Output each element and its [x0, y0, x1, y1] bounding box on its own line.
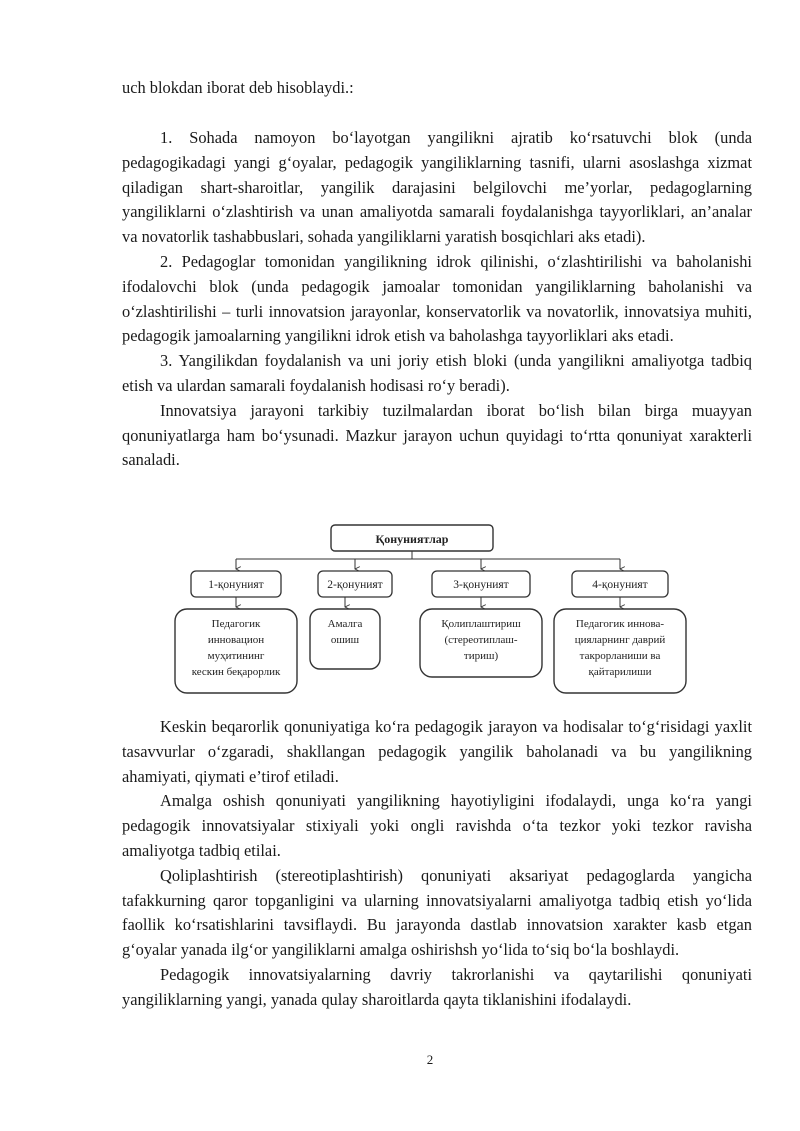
desc-4-line-4: қайтарилиши: [588, 666, 652, 678]
desc-3-line-3: тириш): [463, 650, 499, 662]
paragraph-block-3: 3. Yangilikdan foydalanish va uni joriy etish bloki (unda yangilikni amaliyotga tadbiq etish va ulardan samarali foydalanish hodisasi roʻy beradi).: [122, 351, 752, 395]
desc-4-line-3: такрорланиши ва: [579, 650, 661, 662]
paragraph-laws-intro: Innovatsiya jarayoni tarkibiy tuzilmalardan iborat boʻlish bilan birga muayyan qonuniyatlarga ham boʻysunadi. Mazkur jarayon uchun quyidagi toʻrtta qonuniyat xarakterli sanaladi.: [122, 400, 752, 470]
law-label-4: 4-қонуният: [592, 579, 648, 591]
law-label-1: 1-қонуният: [208, 579, 264, 591]
desc-3-line-1: Қолиплаштириш: [441, 618, 521, 630]
paragraph-law-instability: Keskin beqarorlik qonuniyatiga koʻra pedagogik jarayon va hodisalar toʻgʻrisidagi yaxlit tasavvurlar oʻzgaradi, shakllangan pedagogik yangilik baholanadi va bu yangilikning ahamiyati, qiymati e’tirof etiladi.: [122, 717, 752, 786]
desc-4-line-1: Педагогик иннова-: [575, 618, 665, 630]
paragraph-block-2: 2. Pedagoglar tomonidan yangilikning idrok qilinishi, oʻzlashtirilishi va baholanishi ifodalovchi blok (unda pedagogik jamoalar tomonidan yangiliklarning baholanishi va oʻzlashtirilishi – turli innovatsion jarayonlar, konservatorlik va novatorlik, innovatsiya muhiti, pedagogik jamoalarning yangilikni idrok etish va baholashga tayyorliklari aks etadi.: [122, 251, 752, 346]
desc-3-line-2: (стереотиплаш-: [444, 634, 518, 646]
paragraph-law-realization: Amalga oshish qonuniyati yangilikning hayotiyligini ifodalaydi, unga koʻra yangi pedagogik innovatsiyalar stixiyali yoki ongli ravishda oʻta tezkor yoki tezkor ravisha amaliyotga tadbiq etilai.: [122, 791, 752, 860]
desc-1-line-4: кескин беқарорлик: [191, 666, 281, 678]
page-number: 2: [426, 1052, 434, 1067]
paragraph-block-1: 1. Sohada namoyon boʻlayotgan yangilikni ajratib koʻrsatuvchi blok (unda pedagogikadagi yangi gʻoyalar, pedagogik yangiliklarning tasnifi, ularni asoslashga xizmat qiladigan shart-sharoitlar, yangilik darajasini belgilovchi me’yorlar, pedagoglarning yangiliklarni oʻzlashtirish va unan amaliyotda samarali foydalanishga tayyorliklari, an’analar va novatorlik tashabbuslari, sohada yangiliklarni yaratish bosqichlari aks etadi).: [122, 128, 752, 247]
bottom-paragraphs: [122, 715, 752, 1013]
laws-diagram: [170, 523, 690, 699]
paragraph-law-cyclicity: Pedagogik innovatsiyalarning davriy takrorlanishi va qaytarilishi qonuniyati yangiliklarning yangi, yanada qulay sharoitlarda qayta tiklanishini ifodalaydi.: [122, 964, 752, 1009]
paragraph-law-stereotyping: Qoliplashtirish (stereotiplashtirish) qonuniyati aksariyat pedagoglarda yangicha tafakkurning qaror topganligini va ularning innovatsiyalarni amaliyotga tadbiq etish yoʻlida faollik koʻrsatishlarini tavsiflaydi. Bu jarayonda dastlab innovatsion xarakter kasb etgan gʻoyalar yanada ilgʻor yangiliklarni amalga oshirishsh yoʻlida toʻsiq boʻla boshlaydi.: [122, 865, 752, 960]
root-label: Қонуниятлар: [375, 532, 449, 546]
desc-1-line-2: инновацион: [207, 634, 265, 646]
lead-paragraph: uch blokdan iborat deb hisoblaydi.:: [122, 78, 354, 97]
law-label-3: 3-қонуният: [453, 579, 509, 591]
law-label-2: 2-қонуният: [327, 579, 383, 591]
desc-1-line-3: муҳитининг: [207, 650, 265, 662]
desc-2-line-2: ошиш: [330, 634, 360, 646]
desc-4-line-2: цияларнинг даврий: [574, 634, 666, 646]
lead-text-block: [122, 76, 752, 101]
top-paragraphs: [122, 126, 752, 473]
desc-1-line-1: Педагогик: [211, 618, 261, 630]
desc-2-line-1: Амалга: [327, 618, 363, 630]
